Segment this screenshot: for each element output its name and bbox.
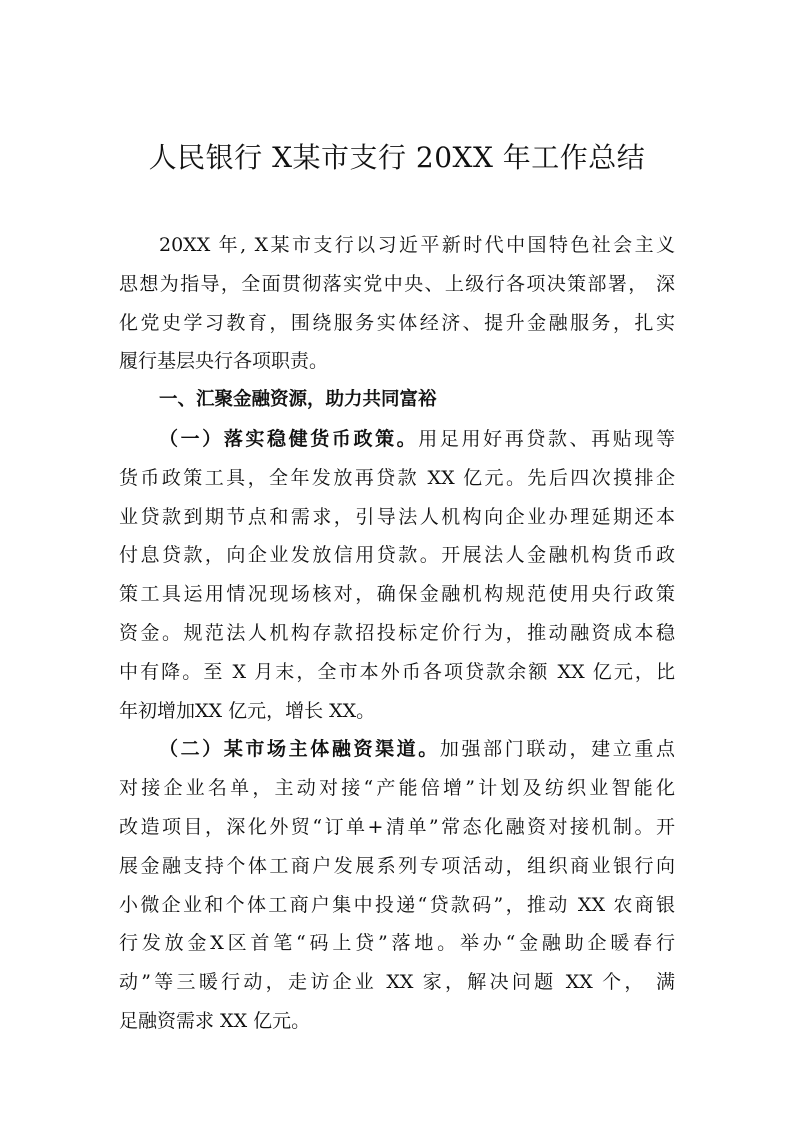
paragraph-line: 展金融支持个体工商户发展系列专项活动，组织商业银行向 [119,854,675,877]
section1-paragraph [119,420,675,730]
section2-paragraph [119,730,675,1040]
paragraph-line: 改造项目，深化外贸“订单+清单”常态化融资对接机制。开 [119,815,675,838]
paragraph-line: 化党史学习教育，围绕服务实体经济、提升金融服务，扎实 [119,311,675,334]
paragraph-line: 行发放金X区首笔“码上贷”落地。举办“金融助企暖春行 [119,932,675,955]
document-title: 人民银行 X某市支行 20XX 年工作总结 [148,141,646,174]
paragraph-line: 货币政策工具，全年发放再贷款 XX 亿元。先后四次摸排企 [119,466,675,489]
document-body [119,226,675,1041]
paragraph-line: 年初增加XX 亿元，增长 XX。 [119,699,376,722]
paragraph-line: 业贷款到期节点和需求，引导法人机构向企业办理延期还本 [119,505,675,528]
paragraph-line: 资金。规范法人机构存款招投标定价行为，推动融资成本稳 [119,621,675,644]
paragraph-line: 策工具运用情况现场核对，确保金融机构规范使用央行政策 [119,583,675,606]
intro-paragraph [119,226,675,381]
paragraph-line: 付息贷款，向企业发放信用贷款。开展法人金融机构货币政 [119,544,675,567]
paragraph-text: 用足用好再贷款、再贴现等 [418,427,675,450]
section1-subheading: （一）落实稳健货币政策。 [159,427,419,450]
paragraph-line [119,420,675,459]
paragraph-line: 中有降。至 X 月末，全市本外币各项贷款余额 XX 亿元，比 [119,660,675,683]
paragraph-line: 履行基层央行各项职责。 [119,350,329,373]
section-heading: 一、汇聚金融资源，助力共同富裕 [159,389,437,411]
paragraph-line: 小微企业和个体工商户集中投递“贷款码”，推动 XX 农商银 [119,893,675,916]
paragraph-line: 足融资需求 XX 亿元。 [119,1009,311,1032]
paragraph-text: 加强部门联动，建立重点 [439,738,675,761]
paragraph-line: 20XX 年, X某市支行以习近平新时代中国特色社会主义 [159,234,675,256]
paragraph-line [119,730,675,769]
section2-subheading: （二）某市场主体融资渠道。 [159,738,440,761]
paragraph-line: 对接企业名单，主动对接“产能倍增”计划及纺织业智能化 [119,777,675,800]
paragraph-line: 思想为指导，全面贯彻落实党中央、上级行各项决策部署， 深 [119,272,675,295]
paragraph-line: 动”等三暖行动，走访企业 XX 家，解决问题 XX 个， 满 [119,971,675,994]
